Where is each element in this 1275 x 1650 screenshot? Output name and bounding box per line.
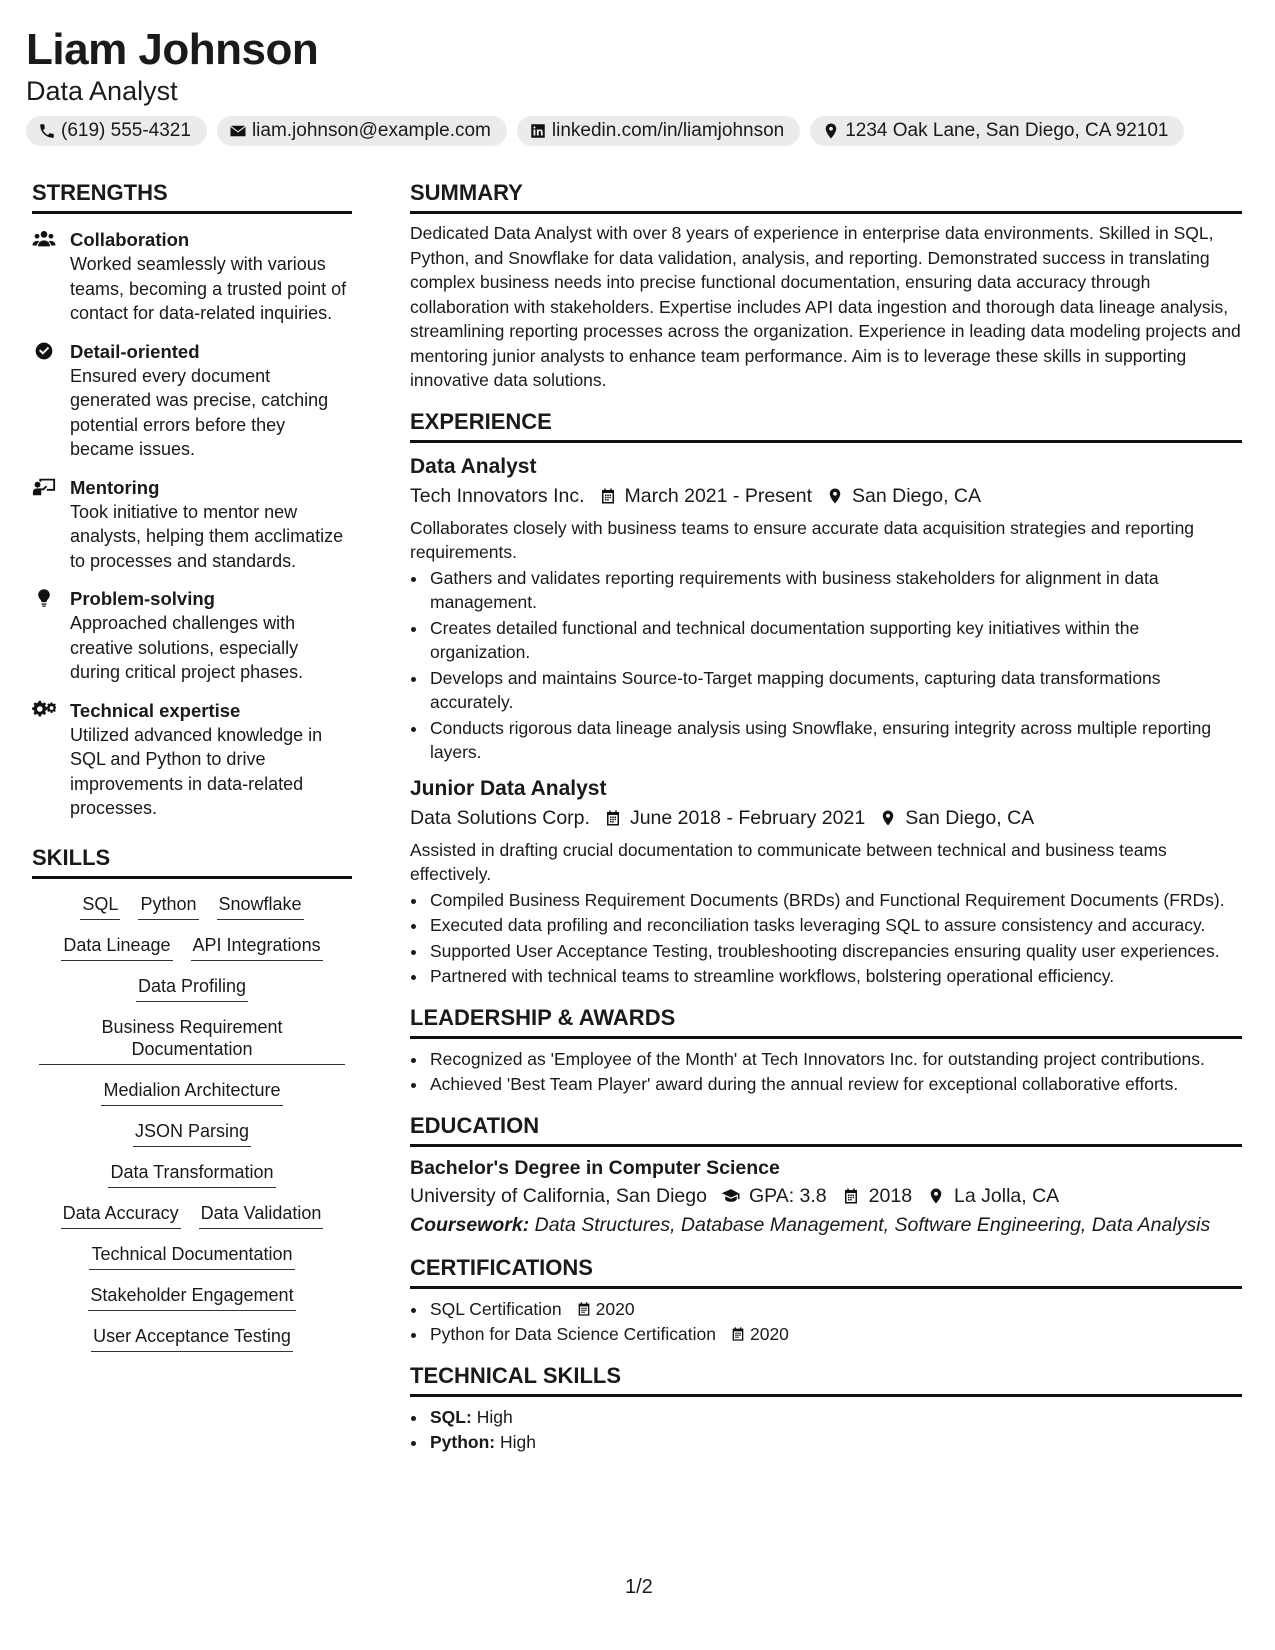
strength-item — [32, 340, 352, 462]
skill-tag: Business Requirement Documentation — [39, 1016, 345, 1065]
calendar-icon — [730, 1326, 746, 1342]
job-company: Tech Innovators Inc. — [410, 484, 585, 507]
coursework-list: Data Structures, Database Management, Software Engineering, Data Analysis — [534, 1213, 1211, 1236]
job-dates: March 2021 - Present — [624, 484, 813, 507]
map-pin-icon — [879, 809, 897, 827]
strength-item — [32, 699, 352, 821]
tech-skill-name: Python: — [430, 1432, 496, 1452]
skills-list — [32, 893, 352, 1352]
tech-skill-name: SQL: — [430, 1406, 472, 1427]
skill-tag: Python — [138, 893, 198, 920]
skill-tag: Technical Documentation — [89, 1243, 294, 1270]
strength-item — [32, 476, 352, 574]
map-pin-icon — [826, 487, 844, 505]
certifications-list — [428, 1297, 1242, 1347]
phone-text: (619) 555-4321 — [61, 120, 191, 141]
calendar-icon — [576, 1301, 592, 1317]
contact-address[interactable] — [810, 116, 1184, 146]
education-heading: EDUCATION — [410, 1111, 1242, 1147]
calendar-icon — [841, 1187, 861, 1205]
skill-tag: API Integrations — [191, 934, 323, 961]
skill-tag: Data Transformation — [108, 1161, 275, 1188]
tech-skill-level: High — [476, 1406, 513, 1427]
skill-tag: Stakeholder Engagement — [88, 1284, 295, 1311]
job-bullets — [428, 888, 1242, 989]
strength-desc: Utilized advanced knowledge in SQL and Python to drive improvements in data-related processes. — [70, 724, 323, 818]
job-description: Collaborates closely with business teams to ensure accurate data acquisition strategies and reporting requirements. — [410, 517, 1195, 562]
job-bullet: • Supported User Acceptance Testing, troubleshooting discrepancies ensuring quality user experiences. — [428, 939, 1242, 964]
job-bullet: • Executed data profiling and reconciliation tasks leveraging SQL to assure consistency and accuracy. — [428, 913, 1242, 938]
job-dates: June 2018 - February 2021 — [629, 806, 866, 829]
job-location: San Diego, CA — [905, 806, 1035, 829]
job-meta — [410, 481, 1242, 511]
awards-list — [428, 1047, 1242, 1097]
strength-item — [32, 587, 352, 685]
contact-phone[interactable] — [26, 116, 207, 146]
contact-linkedin[interactable] — [517, 116, 800, 146]
calendar-icon — [604, 809, 622, 827]
skills-heading: SKILLS — [32, 843, 352, 879]
address-text: 1234 Oak Lane, San Diego, CA 92101 — [845, 120, 1169, 141]
tech-skill-item — [428, 1405, 1242, 1430]
linkedin-text: linkedin.com/in/liamjohnson — [551, 120, 785, 141]
strength-item — [32, 228, 352, 326]
right-column — [410, 178, 1242, 1455]
resume-header — [26, 24, 1256, 146]
certifications-heading: CERTIFICATIONS — [410, 1253, 1242, 1289]
job-title: Junior Data Analyst — [410, 776, 607, 800]
skill-tag: Snowflake — [217, 893, 304, 920]
job-bullet: • Gathers and validates reporting requirements with business stakeholders for alignment in data management. — [428, 566, 1242, 615]
school-location: La Jolla, CA — [954, 1184, 1060, 1207]
calendar-icon — [599, 487, 617, 505]
email-text: liam.johnson@example.com — [251, 120, 491, 141]
job-bullet: • Partnered with technical teams to streamline workflows, bolstering operational efficiency. — [428, 964, 1242, 989]
gpa: GPA: 3.8 — [748, 1184, 827, 1207]
award-item: • Recognized as 'Employee of the Month' at Tech Innovators Inc. for outstanding project contributions. — [428, 1047, 1242, 1072]
job-entry — [410, 453, 1242, 765]
job-bullet: • Creates detailed functional and technical documentation supporting key initiatives within the organization. — [428, 616, 1242, 665]
school-name: University of California, San Diego — [410, 1184, 707, 1207]
cert-item — [428, 1297, 1242, 1322]
strength-desc: Ensured every document generated was precise, catching potential errors before they became issues. — [70, 365, 329, 459]
coursework-label: Coursework: — [410, 1213, 530, 1236]
coursework — [410, 1211, 1242, 1239]
awards-heading: LEADERSHIP & AWARDS — [410, 1003, 1242, 1039]
check-circle-icon — [32, 341, 56, 361]
strength-title: Collaboration — [70, 229, 190, 250]
phone-icon — [38, 122, 56, 140]
job-bullet: • Compiled Business Requirement Documents (BRDs) and Functional Requirement Documents (FRDs). — [428, 888, 1242, 913]
skill-tag: Data Profiling — [136, 975, 248, 1002]
skill-tag: SQL — [80, 893, 120, 920]
education-meta — [410, 1181, 1242, 1211]
contact-bar — [26, 116, 1256, 146]
graduation-year: 2018 — [868, 1184, 913, 1207]
technical-skills-heading: TECHNICAL SKILLS — [410, 1361, 1242, 1397]
strengths-heading: STRENGTHS — [32, 178, 352, 214]
lightbulb-icon — [32, 588, 56, 608]
cert-item — [428, 1322, 1242, 1347]
skill-tag: Data Accuracy — [61, 1202, 181, 1229]
strength-title: Mentoring — [70, 476, 160, 498]
strength-desc: Approached challenges with creative solutions, especially during critical project phases. — [70, 613, 304, 682]
job-meta — [410, 803, 1242, 833]
strength-title: Problem-solving — [70, 588, 215, 609]
skill-tag: Data Validation — [199, 1202, 324, 1229]
strength-desc: Took initiative to mentor new analysts, helping them acclimatize to processes and standards. — [70, 501, 344, 571]
page-number: 1/2 — [625, 1576, 653, 1598]
job-entry — [410, 775, 1242, 989]
map-pin-icon — [822, 122, 840, 140]
skill-tag: JSON Parsing — [133, 1120, 251, 1147]
summary-heading: SUMMARY — [410, 178, 1242, 214]
cert-year: 2020 — [749, 1324, 789, 1344]
job-company: Data Solutions Corp. — [410, 806, 590, 829]
skill-tag: User Acceptance Testing — [91, 1325, 293, 1352]
job-location: San Diego, CA — [852, 484, 982, 507]
tech-skill-level: High — [500, 1432, 537, 1452]
skill-tag: Medialion Architecture — [101, 1079, 282, 1106]
linkedin-icon — [529, 122, 547, 140]
job-bullets — [428, 566, 1242, 765]
cert-year: 2020 — [595, 1298, 635, 1319]
award-item: • Achieved 'Best Team Player' award during the annual review for exceptional collaborative efforts. — [428, 1072, 1242, 1097]
cert-name: • Python for Data Science Certification — [430, 1324, 716, 1344]
map-pin-icon — [926, 1187, 946, 1205]
degree-title: Bachelor's Degree in Computer Science — [410, 1156, 780, 1179]
job-bullet: • Conducts rigorous data lineage analysis using Snowflake, ensuring integrity across multiple reporting layers. — [428, 716, 1242, 765]
candidate-title: Data Analyst — [26, 76, 178, 106]
technical-skills-list — [428, 1405, 1242, 1455]
cert-name: • SQL Certification — [430, 1298, 562, 1319]
contact-email[interactable] — [217, 116, 507, 146]
gears-icon — [32, 700, 56, 720]
strength-title: Technical expertise — [70, 699, 241, 721]
users-icon — [32, 229, 56, 249]
summary-text: Dedicated Data Analyst with over 8 years of experience in enterprise data environments. Skilled in SQL, Python, and Snowflake for data validation, analysis, and reporting. Demonstrated success in translating complex business needs into precise functional documentation, ensuring data accuracy through collaboration with stakeholders. Expertise includes API data ingestion and thorough data lineage analysis, streamlining reporting processes across the organization. Experience in leading data modeling projects and mentoring junior analysts to enhance team performance. Aim is to leverage these skills in supporting innovative data solutions. — [410, 223, 1241, 390]
skill-tag: Data Lineage — [61, 934, 172, 961]
strength-desc: Worked seamlessly with various teams, becoming a trusted point of contact for data-related inquiries. — [70, 254, 347, 323]
job-title: Data Analyst — [410, 454, 537, 478]
left-column — [32, 178, 352, 1352]
envelope-icon — [229, 122, 247, 140]
candidate-name: Liam Johnson — [26, 25, 319, 74]
job-bullet: • Develops and maintains Source-to-Target mapping documents, capturing data transformations accurately. — [428, 666, 1242, 715]
tech-skill-item — [428, 1430, 1242, 1455]
experience-heading: EXPERIENCE — [410, 407, 1242, 443]
job-description: Assisted in drafting crucial documentation to communicate between technical and business teams effectively. — [410, 839, 1167, 884]
teacher-icon — [32, 477, 56, 497]
strength-title: Detail-oriented — [70, 340, 200, 362]
graduation-cap-icon — [721, 1187, 741, 1205]
